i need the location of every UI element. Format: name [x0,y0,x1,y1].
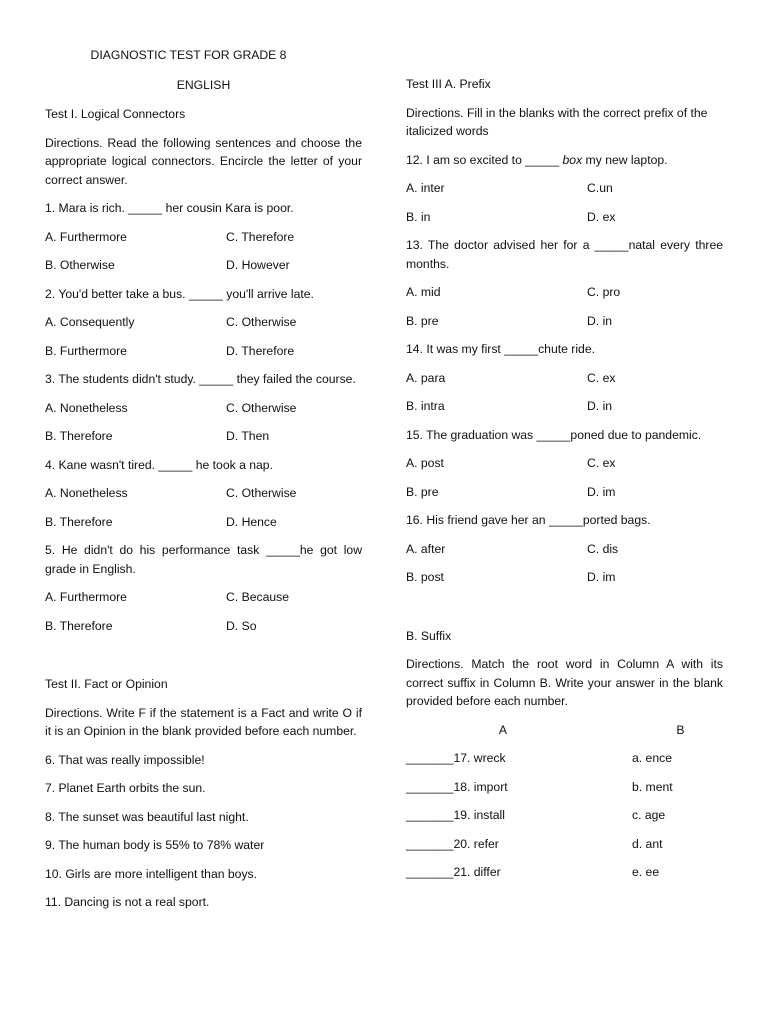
choices-row [45,588,362,607]
suffix-option: d. ant [632,836,663,851]
choice-d: D. However [226,258,290,272]
suffix-option: a. ence [632,751,672,765]
suffix-option: b. ment [632,779,673,794]
choice-a: A. mid [406,285,441,299]
column-a-header: A [498,722,508,737]
section-spacer [406,587,723,627]
choices-row [45,513,362,532]
page-title: DIAGNOSTIC TEST FOR GRADE 8 [90,48,287,62]
choices-row [406,179,723,198]
choice-b: B. post [406,570,444,584]
match-row [406,749,723,768]
choice-d: D. im [587,570,616,584]
choices-row [45,484,362,503]
choices-row [406,397,723,416]
choice-d: D. Therefore [226,343,295,358]
italic-word: box [562,152,583,167]
choice-c: C. pro [587,285,621,299]
choice-c: C. ex [587,370,616,385]
statement-item: 11. Dancing is not a real sport. [45,895,210,909]
question-3: 3. The students didn't study. _____ they failed the course. [45,372,356,386]
choice-a: A. para [406,370,446,385]
choices-row [406,369,723,388]
choices-row [406,312,723,331]
question-15: 15. The graduation was _____poned due to pandemic. [406,427,702,442]
choice-b: B. Furthermore [45,343,127,358]
choice-b: B. in [406,209,431,224]
question-5: 5. He didn't do his performance task _____he got low grade in English. [45,543,362,576]
choice-a: A. post [406,456,444,470]
column-headers [406,721,723,740]
match-row [406,806,723,825]
test1-heading: Test I. Logical Connectors [45,107,186,121]
test3a-heading: Test III A. Prefix [406,77,491,91]
choices-row [406,454,723,473]
choice-d: D. im [587,484,616,499]
question-14: 14. It was my first _____chute ride. [406,342,595,356]
choice-d: D. in [587,399,613,413]
root-word: _______18. import [406,779,508,794]
choice-c: C. Because [226,590,290,604]
choices-row [45,342,362,361]
test3b-heading: B. Suffix [406,628,452,643]
choices-row [45,228,362,247]
right-column [406,46,723,882]
test2-directions: Directions. Write F if the statement is a Fact and write O if it is an Opinion in the blank provided before each number. [45,705,362,738]
choice-d: D. Hence [226,514,277,529]
question-13: 13. The doctor advised her for a _____natal every three months. [406,238,723,271]
choices-row [406,283,723,302]
choice-b: B. Therefore [45,429,113,443]
suffix-option: c. age [632,808,666,822]
choice-c: C. Otherwise [226,486,297,500]
choice-b: B. Therefore [45,514,113,529]
choice-b: B. Therefore [45,618,113,633]
choice-c: C. dis [587,541,619,556]
question-2: 2. You'd better take a bus. _____ you'll arrive late. [45,286,314,301]
choice-c: C.un [587,181,613,195]
choices-row [406,568,723,587]
choice-b: B. Otherwise [45,258,115,272]
statement-item: 8. The sunset was beautiful last night. [45,809,249,824]
choice-a: A. Furthermore [45,590,127,604]
choice-a: A. Nonetheless [45,400,128,415]
test3b-directions: Directions. Match the root word in Column A with its correct suffix in Column B. Write your answer in the blank provided before each number. [406,657,723,708]
test3a-directions: Directions. Fill in the blanks with the correct prefix of the italicized words [406,105,708,138]
statement-item: 7. Planet Earth orbits the sun. [45,781,206,795]
question-12: 12. I am so excited to _____ box my new laptop. [406,152,668,167]
choice-d: D. ex [587,209,616,224]
section-spacer [45,635,362,675]
choices-row [406,483,723,502]
question-1: 1. Mara is rich. _____ her cousin Kara is poor. [45,201,294,215]
subject-title: ENGLISH [176,77,231,92]
choice-c: C. Otherwise [226,315,297,329]
column-b-header: B [676,722,685,737]
statement-item: 10. Girls are more intelligent than boys. [45,866,258,881]
question-16: 16. His friend gave her an _____ported bags. [406,513,651,527]
test2-heading: Test II. Fact or Opinion [45,677,168,691]
root-word: _______19. install [406,808,505,822]
choice-a: A. inter [406,181,445,195]
choices-row [45,427,362,446]
statement-item: 6. That was really impossible! [45,752,205,767]
choice-c: C. Therefore [226,229,295,244]
question-4: 4. Kane wasn't tired. _____ he took a nap. [45,457,273,472]
root-word: _______21. differ [406,865,501,879]
root-word: _______20. refer [406,836,499,851]
test1-directions: Directions. Read the following sentences and choose the appropriate logical connectors. Encircle the letter of your correct answer. [45,135,362,187]
choice-d: D. So [226,618,257,633]
choice-a: A. Furthermore [45,229,127,244]
statement-item: 9. The human body is 55% to 78% water [45,838,265,852]
choices-row [406,540,723,559]
choice-c: C. Otherwise [226,400,297,415]
choices-row [45,256,362,275]
match-row [406,863,723,882]
choice-a: A. Nonetheless [45,486,128,500]
choices-row [406,208,723,227]
match-row [406,835,723,854]
left-column [45,46,362,912]
choice-b: B. pre [406,484,439,499]
choices-row [45,399,362,418]
choice-a: A. after [406,541,446,556]
match-row [406,778,723,797]
choices-row [45,313,362,332]
choice-c: C. ex [587,456,616,470]
choices-row [45,617,362,636]
choice-b: B. intra [406,399,445,413]
choice-d: D. in [587,313,613,328]
suffix-option: e. ee [632,865,660,879]
choice-a: A. Consequently [45,315,135,329]
choice-b: B. pre [406,313,439,328]
root-word: _______17. wreck [406,751,506,765]
choice-d: D. Then [226,429,270,443]
